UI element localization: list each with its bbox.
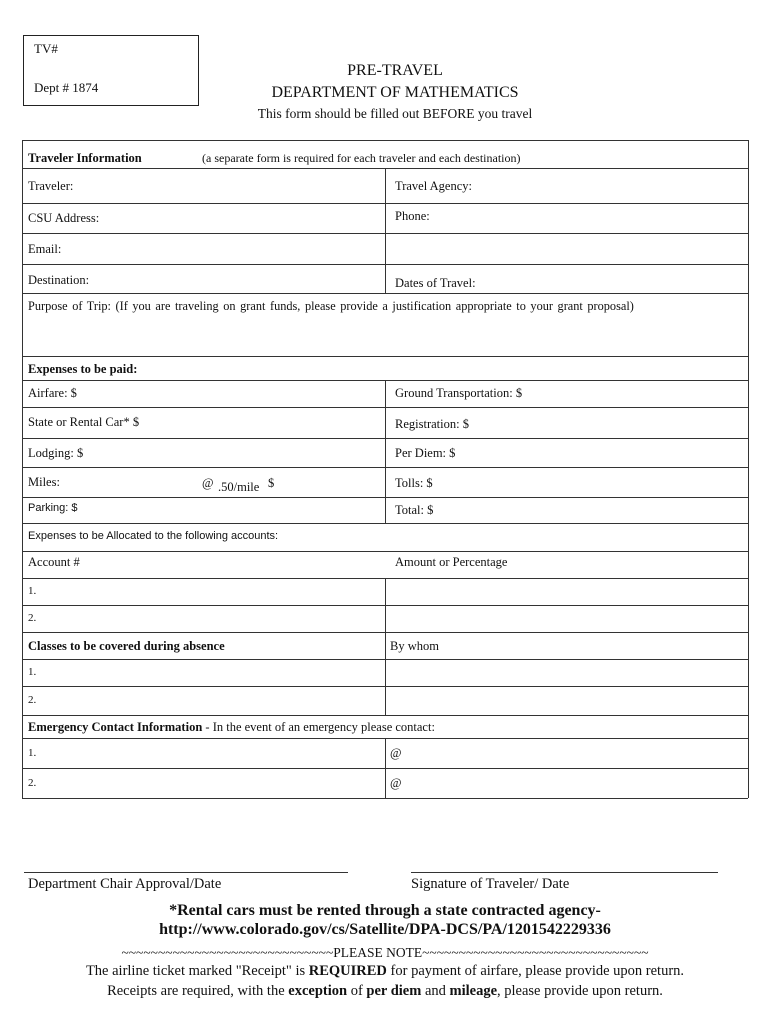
account-number-header: Account # bbox=[28, 555, 80, 569]
emergency-note: - In the event of an emergency please contact: bbox=[202, 720, 435, 734]
miles-field[interactable]: Miles: bbox=[28, 475, 60, 489]
by-whom-header: By whom bbox=[390, 639, 439, 653]
emergency-at-2: @ bbox=[390, 776, 402, 790]
airline-note-c: for payment of airfare, please provide upon return. bbox=[386, 963, 685, 979]
total-field[interactable]: Total: $ bbox=[395, 503, 434, 517]
airline-note-a: The airline ticket marked "Receipt" is bbox=[85, 963, 309, 979]
per-diem-field[interactable]: Per Diem: $ bbox=[395, 446, 456, 460]
form-title-line1: PRE-TRAVEL bbox=[347, 62, 443, 79]
email-field[interactable]: Email: bbox=[28, 242, 62, 256]
destination-field[interactable]: Destination: bbox=[28, 273, 90, 287]
mile-rate-at: @ bbox=[202, 476, 214, 490]
parking-field[interactable]: Parking: $ bbox=[28, 502, 78, 514]
emergency-row-2[interactable]: 2. bbox=[28, 777, 37, 789]
receipts-note-mileage: mileage bbox=[449, 983, 498, 999]
state-rental-car-field[interactable]: State or Rental Car* $ bbox=[28, 415, 140, 429]
lodging-field[interactable]: Lodging: $ bbox=[28, 446, 84, 460]
form-title-line2: DEPARTMENT OF MATHEMATICS bbox=[271, 84, 519, 101]
csu-address-field[interactable]: CSU Address: bbox=[28, 211, 100, 225]
airline-note-required: REQUIRED bbox=[308, 963, 387, 979]
emergency-at-1: @ bbox=[390, 746, 402, 760]
receipts-note-c: of bbox=[347, 983, 367, 999]
airfare-field[interactable]: Airfare: $ bbox=[28, 386, 77, 400]
rental-notice-line1: *Rental cars must be rented through a state contracted agency- bbox=[169, 902, 601, 919]
amount-percentage-header: Amount or Percentage bbox=[395, 555, 508, 569]
tv-dept-box bbox=[23, 35, 199, 106]
mile-rate: .50/mile bbox=[218, 480, 260, 494]
receipts-note-exception: exception bbox=[288, 983, 348, 999]
receipts-note-per-diem: per diem bbox=[366, 983, 422, 999]
expenses-heading: Expenses to be paid: bbox=[28, 362, 138, 376]
receipts-note bbox=[0, 983, 770, 1000]
travel-agency-field[interactable]: Travel Agency: bbox=[395, 179, 472, 193]
class-row-2[interactable]: 2. bbox=[28, 694, 37, 706]
rental-notice-url: http://www.colorado.gov/cs/Satellite/DPA-DCS/PA/1201542229336 bbox=[159, 921, 611, 938]
travel-form bbox=[22, 140, 748, 798]
registration-field[interactable]: Registration: $ bbox=[395, 417, 469, 431]
emergency-row-1[interactable]: 1. bbox=[28, 747, 37, 759]
class-row-1[interactable]: 1. bbox=[28, 666, 37, 678]
ground-transportation-field[interactable]: Ground Transportation: $ bbox=[395, 386, 523, 400]
accounts-heading: Expenses to be Allocated to the following accounts: bbox=[28, 530, 279, 542]
classes-heading: Classes to be covered during absence bbox=[28, 639, 225, 653]
purpose-of-trip-field[interactable]: Purpose of Trip: (If you are traveling on grant funds, please provide a justification appropriate to your grant proposal) bbox=[28, 299, 634, 313]
traveler-signature-label: Signature of Traveler/ Date bbox=[411, 876, 570, 892]
dept-label: Dept # 1874 bbox=[34, 80, 99, 95]
traveler-info-heading: Traveler Information bbox=[28, 151, 142, 165]
traveler-info-note: (a separate form is required for each traveler and each destination) bbox=[202, 151, 521, 165]
receipts-note-g: , please provide upon return. bbox=[497, 983, 663, 999]
mile-dollar: $ bbox=[268, 476, 275, 490]
account-row-1[interactable]: 1. bbox=[28, 585, 37, 597]
receipts-note-e: and bbox=[421, 983, 450, 999]
tv-label: TV# bbox=[34, 41, 58, 56]
please-note-banner: ~~~~~~~~~~~~~~~~~~~~~~~~~~~~~PLEASE NOTE~~~~~~~~~~~~~~~~~~~~~~~~~~~~~~~ bbox=[121, 945, 649, 960]
traveler-signature-line[interactable] bbox=[411, 872, 718, 873]
airline-receipt-note bbox=[0, 963, 770, 980]
traveler-field[interactable]: Traveler: bbox=[28, 179, 74, 193]
account-row-2[interactable]: 2. bbox=[28, 612, 37, 624]
chair-signature-line[interactable] bbox=[24, 872, 348, 873]
tolls-field[interactable]: Tolls: $ bbox=[395, 476, 433, 490]
phone-field[interactable]: Phone: bbox=[395, 209, 430, 223]
receipts-note-a: Receipts are required, with the bbox=[107, 983, 289, 999]
dates-of-travel-field[interactable]: Dates of Travel: bbox=[395, 276, 476, 290]
form-subtitle: This form should be filled out BEFORE you travel bbox=[257, 106, 533, 121]
emergency-heading-line bbox=[28, 720, 435, 735]
chair-approval-label: Department Chair Approval/Date bbox=[28, 876, 222, 892]
emergency-heading: Emergency Contact Information bbox=[28, 720, 203, 734]
